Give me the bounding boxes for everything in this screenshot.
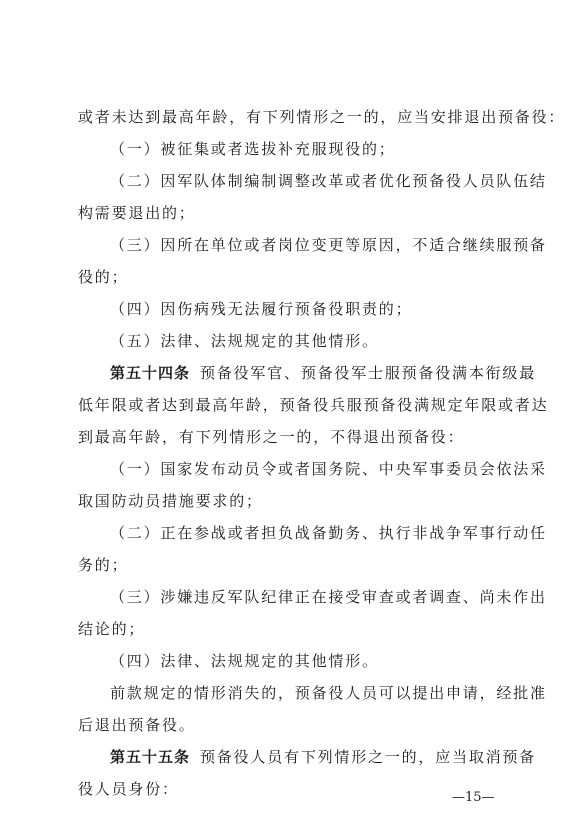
text-line: （一）国家发布动员令或者国务院、中央军事委员会依法采 (110, 460, 547, 478)
text-line: 或者未达到最高年龄，有下列情形之一的，应当安排退出预备役： (78, 108, 566, 126)
article-line (110, 364, 536, 382)
text-line: （三）涉嫌违反军队纪律正在接受审查或者调查、尚未作出 (110, 588, 547, 606)
article-text: 预备役军官、预备役军士服预备役满本衔级最 (200, 364, 537, 382)
text-line: （二）正在参战或者担负战备勤务、执行非战争军事行动任 (110, 524, 547, 542)
text-line: 务的； (78, 556, 129, 574)
text-line: 役人员身份： (78, 780, 179, 798)
text-line: （三）因所在单位或者岗位变更等原因，不适合继续服预备 (110, 236, 547, 254)
article-line (110, 748, 536, 766)
text-line: （五）法律、法规规定的其他情形。 (110, 332, 379, 350)
text-line: （四）因伤病残无法履行预备役职责的； (110, 300, 413, 318)
text-line: （二）因军队体制编制调整改革或者优化预备役人员队伍结 (110, 172, 547, 190)
text-line: 役的； (78, 268, 129, 286)
text-line: 取国防动员措施要求的； (78, 492, 263, 510)
text-line: 构需要退出的； (78, 204, 196, 222)
text-line: 到最高年龄，有下列情形之一的，不得退出预备役： (78, 428, 465, 446)
text-line: 低年限或者达到最高年龄，预备役兵服预备役满规定年限或者达 (78, 396, 549, 414)
article-number: 第五十四条 (110, 364, 191, 382)
article-text: 预备役人员有下列情形之一的，应当取消预备 (200, 748, 537, 766)
article-number: 第五十五条 (110, 748, 191, 766)
page-number: —15— (452, 790, 495, 805)
text-line: 结论的； (78, 620, 146, 638)
text-line: （一）被征集或者选拔补充服现役的； (110, 140, 396, 158)
text-line: （四）法律、法规规定的其他情形。 (110, 652, 379, 670)
text-line: 后退出预备役。 (78, 716, 196, 734)
text-line: 前款规定的情形消失的，预备役人员可以提出申请，经批准 (110, 684, 547, 702)
